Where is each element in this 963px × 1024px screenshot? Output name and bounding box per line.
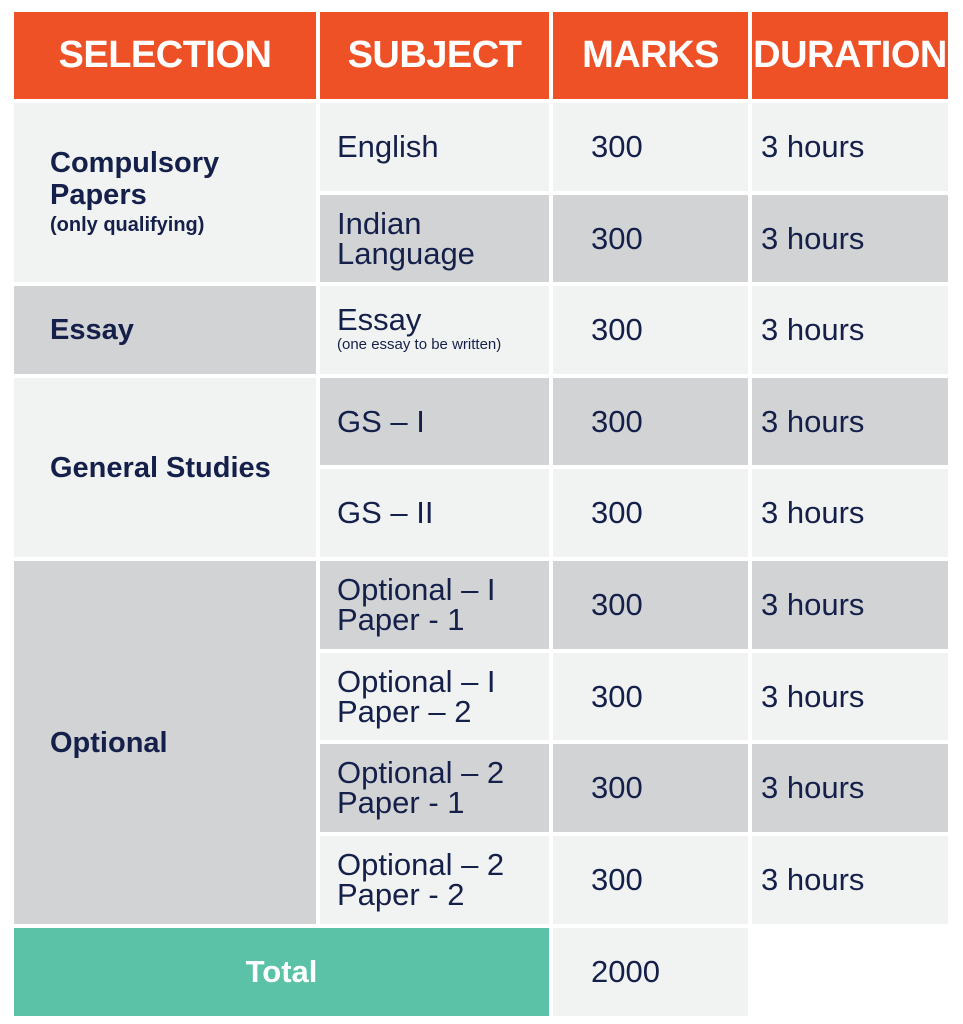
table-row-duration (752, 744, 948, 832)
duration-value: 3 hours (761, 862, 865, 897)
subject-text-line2: Paper - 1 (337, 602, 465, 637)
table-row-subject (320, 561, 549, 649)
subject-text-line2: Paper – 2 (337, 693, 472, 729)
duration-value: 3 hours (761, 129, 865, 164)
subject-text-line1: Indian (337, 205, 422, 241)
table-row-marks (553, 195, 748, 282)
table-row-marks (553, 836, 748, 924)
table-row-subject (320, 744, 549, 832)
duration-value: 3 hours (761, 587, 865, 622)
subject-text-line1: Optional – I (337, 663, 496, 699)
subject-text-line2: Language (337, 235, 475, 271)
marks-value: 300 (591, 770, 643, 805)
selection-essay-title: Essay (50, 314, 134, 346)
table-row-duration (752, 836, 948, 924)
subject-text: GS – I (337, 403, 425, 439)
subject-note: (one essay to be written) (337, 336, 502, 353)
table-row-subject (320, 836, 549, 924)
marks-value: 300 (591, 495, 643, 530)
marks-value: 300 (591, 220, 643, 256)
table-row-duration (752, 195, 948, 282)
table-row-subject (320, 103, 549, 191)
selection-optional-title: Optional (50, 726, 168, 759)
header-marks-label: MARKS (582, 34, 719, 76)
subject-text: GS – II (337, 495, 434, 530)
header-marks (553, 12, 748, 99)
duration-value: 3 hours (761, 678, 865, 714)
table-row-duration (752, 653, 948, 740)
table-row-marks (553, 653, 748, 740)
total-marks (553, 928, 748, 1016)
selection-compulsory-line2: Papers (50, 178, 147, 211)
total-label-text: Total (245, 954, 318, 989)
marks-value: 300 (591, 862, 643, 897)
table-row-duration (752, 103, 948, 191)
header-duration-label: DURATION (753, 34, 947, 76)
table-row-marks (553, 561, 748, 649)
table-row-subject (320, 195, 549, 282)
table-row-marks (553, 378, 748, 465)
marks-value: 300 (591, 403, 643, 439)
subject-text-line1: Optional – I (337, 572, 496, 607)
table-row-subject (320, 286, 549, 374)
header-selection (14, 12, 316, 99)
selection-compulsory-line1: Compulsory (50, 146, 220, 179)
duration-value: 3 hours (761, 770, 865, 805)
selection-compulsory-note: (only qualifying) (50, 213, 205, 236)
selection-general-studies-title: General Studies (50, 451, 271, 484)
table-row-duration (752, 286, 948, 374)
table-row-subject (320, 378, 549, 465)
table-row-marks (553, 744, 748, 832)
selection-optional (14, 561, 316, 924)
duration-value: 3 hours (761, 495, 865, 530)
table-row-marks (553, 286, 748, 374)
table-row-subject (320, 469, 549, 557)
marks-value: 300 (591, 587, 643, 622)
marks-value: 300 (591, 129, 643, 164)
table-row-marks (553, 469, 748, 557)
duration-value: 3 hours (761, 312, 865, 347)
subject-text-line2: Paper - 2 (337, 877, 465, 912)
subject-text-line1: Optional – 2 (337, 755, 505, 790)
duration-value: 3 hours (761, 403, 865, 439)
duration-value: 3 hours (761, 220, 865, 256)
header-selection-label: SELECTION (58, 34, 272, 76)
table-row-duration (752, 469, 948, 557)
subject-text: Essay (337, 302, 422, 337)
selection-general-studies (14, 378, 316, 557)
total-marks-value: 2000 (591, 954, 660, 989)
subject-text: English (337, 129, 439, 164)
subject-text-line1: Optional – 2 (337, 847, 505, 882)
subject-text-line2: Paper - 1 (337, 785, 465, 820)
marks-value: 300 (591, 678, 643, 714)
header-subject-label: SUBJECT (347, 34, 522, 76)
table-row-duration (752, 561, 948, 649)
table-row-marks (553, 103, 748, 191)
table-row-subject (320, 653, 549, 740)
marks-value: 300 (591, 312, 643, 347)
header-subject (320, 12, 549, 99)
selection-essay (14, 286, 316, 374)
total-label (14, 928, 549, 1016)
selection-compulsory (14, 103, 316, 282)
header-duration (752, 12, 948, 99)
table-row-duration (752, 378, 948, 465)
